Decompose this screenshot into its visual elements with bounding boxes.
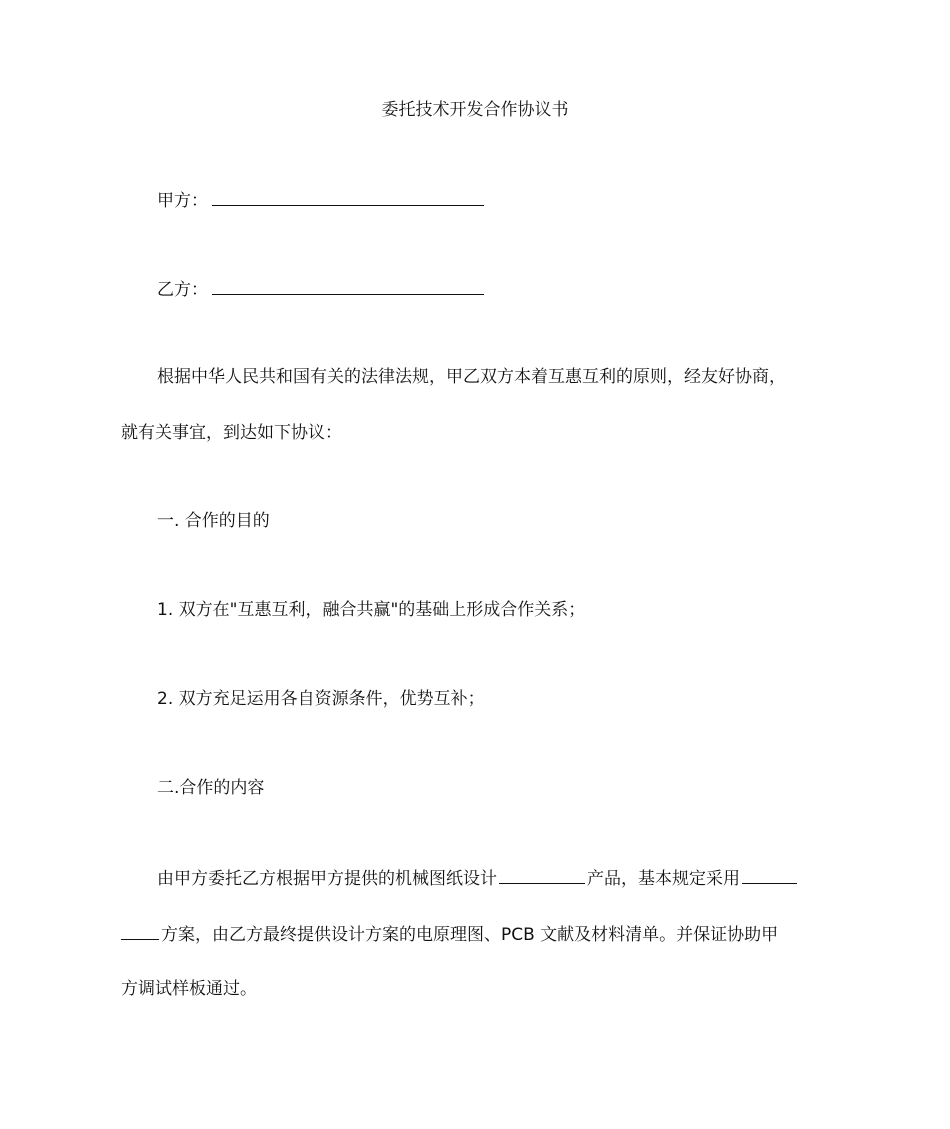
scheme-blank-end[interactable] xyxy=(121,921,159,940)
content-line-2-text: 方案，由乙方最终提供设计方案的电原理图、PCB 文献及材料清单。并保证协助甲 xyxy=(161,925,779,945)
party-b-label: 乙方： xyxy=(157,280,208,300)
intro-line-1: 根据中华人民共和国有关的法律法规，甲乙双方本着互惠互利的原则，经友好协商， xyxy=(157,367,786,387)
document-title: 委托技术开发合作协议书 xyxy=(381,100,569,120)
section1-item-1: 1. 双方在"互惠互利，融合共赢"的基础上形成合作关系； xyxy=(157,600,586,620)
content-line-1 xyxy=(157,865,797,891)
intro-line-2: 就有关事宜，到达如下协议： xyxy=(121,423,342,443)
product-name-blank[interactable] xyxy=(499,865,585,884)
content-line-2 xyxy=(121,921,778,947)
scheme-blank-start[interactable] xyxy=(742,865,797,884)
content-line-3: 方调试样板通过。 xyxy=(121,979,257,999)
content-line-1-part-2: 产品，基本规定采用 xyxy=(587,869,740,889)
section2-heading: 二.合作的内容 xyxy=(157,778,265,798)
content-line-1-part-1: 由甲方委托乙方根据甲方提供的机械图纸设计 xyxy=(157,869,497,889)
party-b-line xyxy=(157,276,484,302)
party-a-line xyxy=(157,187,484,213)
section1-item-2: 2. 双方充足运用各自资源条件，优势互补； xyxy=(157,689,485,709)
party-b-blank[interactable] xyxy=(212,276,484,295)
section1-heading: 一. 合作的目的 xyxy=(157,511,270,531)
party-a-blank[interactable] xyxy=(212,187,484,206)
party-a-label: 甲方： xyxy=(157,191,208,211)
